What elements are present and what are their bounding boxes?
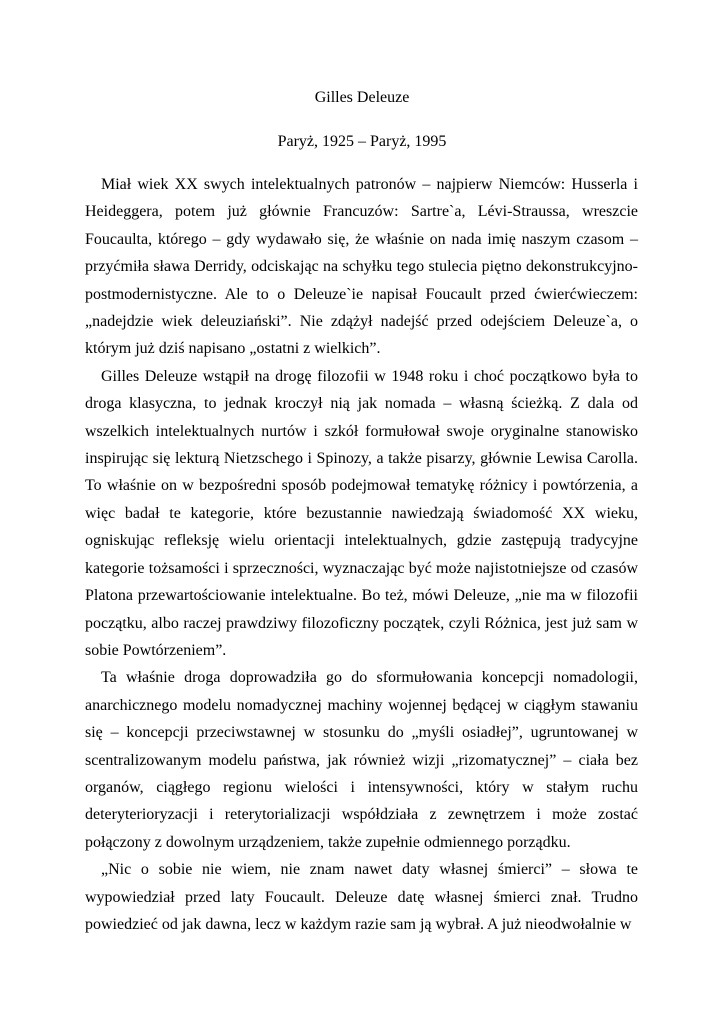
document-title: Gilles Deleuze [314,89,410,106]
paragraph-1: Miał wiek XX swych intelektualnych patronów – najpierw Niemców: Husserla i Heideggera, potem już głównie Francuzów: Sartre`a, Lévi-Straussa, wreszcie Foucaulta, którego – gdy wydawało się, że właśnie on nada imię naszym czasom – przyćmiła sława Derridy, odciskając na schyłku tego stulecia piętno dekonstrukcyjno-postmodernistyczne. Ale to o Deleuze`ie napisał Foucault przed ćwierćwieczem: „nadejdzie wiek deleuziański”. Nie zdążył nadejść przed odejściem Deleuze`a, o którym już dziś napisano „ostatni z wielkich”. [85,176,638,358]
paragraph-3: Ta właśnie droga doprowadziła go do sformułowania koncepcji nomadologii, anarchicznego modelu nomadycznej machiny wojennej będącej w ciągłym stawaniu się – koncepcji przeciwstawnej w stosunku do „myśli osiadłej”, ugruntowanej w scentralizowanym modelu państwa, jak również wizji „rizomatycznej” – ciała bez organów, ciągłego regionu wielości i intensywności, który w stałym ruchu deteryterioryzacji i reterytorializacji współdziała z zewnętrzem i może zostać połączony z dowolnym urządzeniem, także zupełnie odmiennego porządku. [85,669,638,851]
document-body [85,171,638,938]
paragraph-4: „Nic o sobie nie wiem, nie znam nawet daty własnej śmierci” – słowa te wypowiedział przed laty Foucault. Deleuze datę własnej śmierci znał. Trudno powiedzieć od jak dawna, lecz w każdym razie sam ją wybrał. A już nieodwołalnie w [85,861,638,933]
paragraph-2: Gilles Deleuze wstąpił na drogę filozofii w 1948 roku i choć początkowo była to droga klasyczna, to jednak kroczył nią jak nomada – własną ścieżką. Z dala od wszelkich intelektualnych nurtów i szkół formułował swoje oryginalne stanowisko inspirując się lekturą Nietzschego i Spinozy, a także pisarzy, głównie Lewisa Carolla. To właśnie on w bezpośredni sposób podejmował tematykę różnicy i powtórzenia, a więc badał te kategorie, które bezustannie nawiedzają świadomość XX wieku, ogniskując refleksję wielu orientacji intelektualnych, gdzie zastępują tradycyjne kategorie tożsamości i sprzeczności, wyznaczając być może najistotniejsze od czasów Platona przewartościowanie intelektualne. Bo też, mówi Deleuze, „nie ma w filozofii początku, albo raczej prawdziwy filozoficzny początek, czyli Różnica, jest już sam w sobie Powtórzeniem”. [85,367,638,659]
document-subtitle: Paryż, 1925 – Paryż, 1995 [277,133,447,150]
